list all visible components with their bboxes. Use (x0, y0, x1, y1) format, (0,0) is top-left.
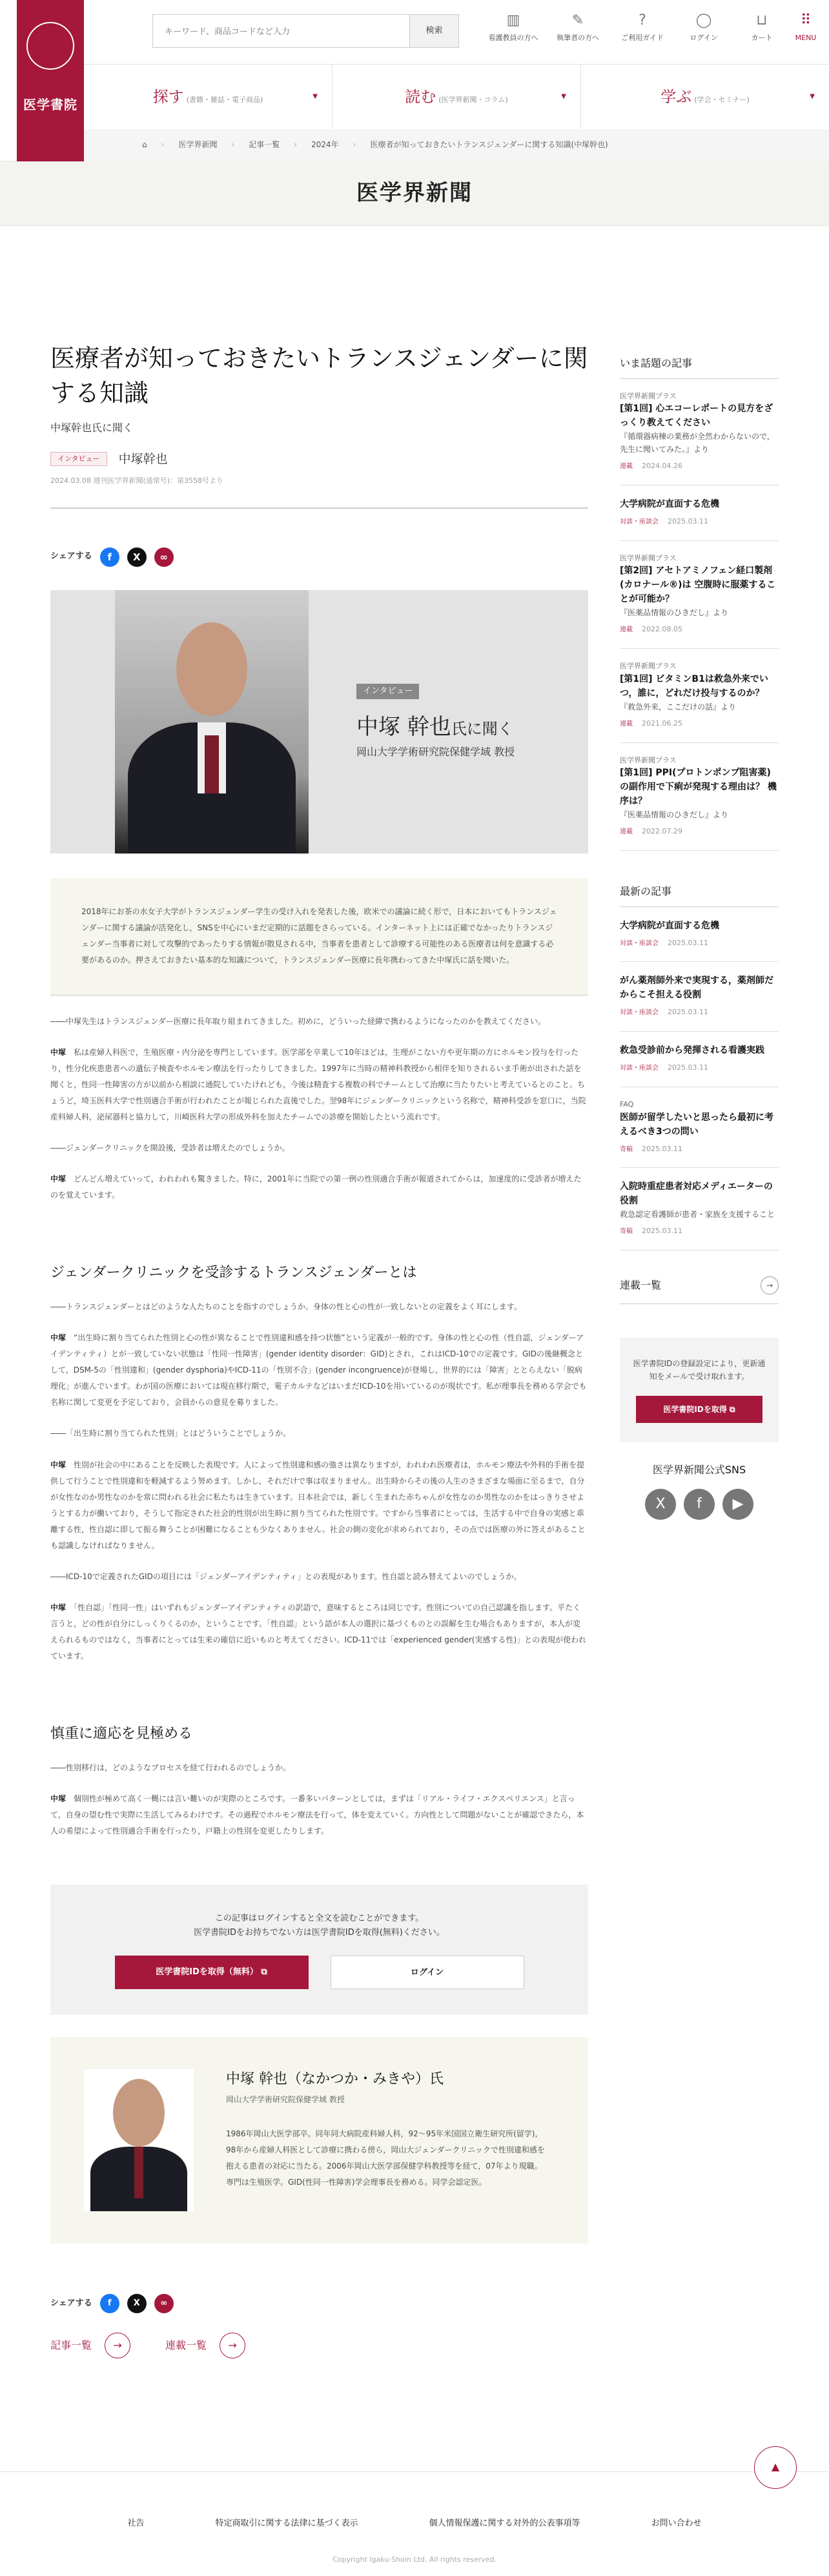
question: ――ICD-10で定義されたGIDの項目には「ジェンダーアイデンティティ」との表現があります。性自認と読み替えてよいのでしょうか。 (50, 1571, 522, 1581)
article-category: 連載 (620, 626, 633, 634)
share-bar (50, 547, 588, 567)
article-date: 2022.08.05 (642, 625, 682, 634)
breadcrumb-separator: › (353, 140, 356, 150)
answer (50, 1600, 588, 1664)
profile-role: 岡山大学学術研究院保健学域 教授 (226, 2095, 345, 2105)
section-heading: 慎重に適応を見極める (50, 1725, 193, 1742)
facebook-icon[interactable]: f (100, 2294, 119, 2313)
serial-label: 連載一覧 (620, 1279, 662, 1292)
footer-link[interactable]: 個人情報保護に関する対外的公表事項等 (429, 2519, 580, 2528)
gate-text: 医学書院IDをお持ちでない方は医学書院IDを取得(無料)ください。 (194, 1928, 445, 1938)
link-icon[interactable]: ∞ (154, 2294, 174, 2313)
lead-text: 2018年にお茶の水女子大学がトランスジェンダー学生の受け入れを発表した後，欧米での議論に続く形で，日本においてもトランスジェンダーに関する議論が活発化し，SNSを中心にいまだ定期的に話題をさらっている。インターネット上には正確でなかったりトランスジェンダー当事者に対して攻撃的であったりする情報が散見される中，当事者を患者として診療する可能性のある医療者は何を意識する必要があるのか。押さえておきたい基本的な知識について，トランスジェンダー医療に長年携わってきた中塚氏に話を聞いた。 (50, 878, 588, 996)
sidebar-article[interactable] (620, 649, 779, 742)
util-label: 執筆者の方へ (557, 34, 599, 42)
breadcrumb (84, 129, 829, 161)
article-title: 入院時重症患者対応メディエーターの役割 (620, 1181, 773, 1207)
sns-box (620, 1462, 779, 1520)
menu-button[interactable] (784, 10, 827, 52)
nav-sub-label: (学会・セミナー) (694, 96, 750, 104)
breadcrumb-separator: › (231, 140, 235, 150)
sidebar-article[interactable] (620, 1168, 779, 1251)
article-excerpt: 『救急外来，ここだけの話』より (620, 702, 737, 711)
speaker: 中塚 (50, 1174, 67, 1183)
copyright: Copyright Igaku-Shoin Ltd. All rights reserved. (333, 2555, 496, 2564)
article-date: 2025.03.11 (668, 1063, 708, 1072)
article-title: [第1回] 心エコーレポートの見方をざっくり教えてください (620, 404, 773, 429)
link-label: 連載一覧 (165, 2339, 207, 2352)
sidebar-article[interactable] (620, 743, 779, 851)
share-label: シェアする (50, 2298, 92, 2308)
nav-search[interactable] (84, 65, 333, 129)
login-button[interactable]: ログイン (331, 1956, 524, 1989)
arrow-right-icon: → (761, 1276, 779, 1294)
article-title: 大学病院が直面する危機 (620, 920, 719, 931)
home-icon[interactable]: ⌂ (142, 140, 147, 150)
article-meta: 2024.03.08 週刊医学界新聞(通常号)：第3558号より (50, 475, 588, 509)
sidebar-article[interactable] (620, 907, 779, 963)
content-wrap (0, 226, 829, 2471)
breadcrumb-item[interactable]: 2024年 (311, 140, 339, 150)
article-title: がん薬剤師外来で実現する，薬剤師だからこそ担える役割 (620, 976, 773, 1001)
answer-text: “出生時に割り当てられた性別と心の性が異なることで性別違和感を持つ状態”という定義が一般的です。身体の性と心の性（性自認，ジェンダーアイデンティティ）とが一致していない状態は「性同一性障害」(gender identity disorder：GID)とされ，これはICD-10での定義です。GIDの後継概念として，DSM-5の「性別違和」(gender dysphoria)やICD-11の「性別不合」(gender incongruence)が登場し，世界的には「障害」ととらえない「脱病理化」が進んでいます。わが国の医療においては現在移行期で，電子カルテなどはいまだICD-10を用いているのが現状です。私が理事長を務める学会でも名称に関して変更を予定しており，会員からの意見を募りました。 (50, 1333, 587, 1407)
brand-banner (0, 161, 829, 226)
author-profile (50, 2037, 588, 2244)
share-label: シェアする (50, 551, 92, 562)
section-heading: ジェンダークリニックを受診するトランスジェンダーとは (50, 1264, 417, 1281)
arrow-up-icon: ▲ (771, 2460, 780, 2473)
article-date: 2025.03.11 (642, 1144, 682, 1153)
answer-text: 「性自認」「性同一性」はいずれもジェンダーアイデンティティの訳語で，意味するところは同じです。性別についての自己認識を指します。平たく言うと，どの性が自分にしっくりくるのか，ということです。「性自認」という語が本人の選択に基づくものとの誤解を生む場合もありますが，本人が変えられるものではなく，当事者にとっては生来の確信に近いものと考えてください。ICD-11では「experienced gender(実感する性)」との表現が使われています。 (50, 1602, 587, 1661)
serial-list-link[interactable] (165, 2333, 245, 2358)
x-icon[interactable]: X (127, 2294, 147, 2313)
search-box (152, 14, 459, 48)
answer (50, 1791, 588, 1839)
popular-heading: いま話題の記事 (620, 355, 779, 379)
profile-name: 中塚 幹也（なかつか・みきや）氏 (226, 2071, 444, 2088)
hero-image (50, 590, 588, 854)
util-label: 看護教員の方へ (488, 34, 538, 42)
footer-link[interactable]: お問い合わせ (651, 2519, 702, 2528)
youtube-icon[interactable]: ▶ (722, 1489, 753, 1520)
external-link-icon: ⧉ (261, 1967, 267, 1978)
sns-label: 医学界新聞公式SNS (652, 1464, 746, 1477)
person-name: 中塚幹也 (118, 451, 168, 466)
util-label: ご利用ガイド (621, 34, 664, 42)
logo-emblem-icon (26, 22, 74, 70)
register-label: 医学書院IDを取得 (663, 1405, 727, 1415)
arrow-right-icon: → (105, 2333, 130, 2358)
answer (50, 1171, 588, 1203)
answer (50, 1045, 588, 1125)
util-authors[interactable] (549, 10, 607, 52)
breadcrumb-item[interactable]: 医学界新聞 (178, 140, 218, 150)
site-footer (0, 2460, 829, 2576)
site-header (0, 0, 829, 161)
global-nav (84, 65, 829, 129)
brand-title: 医学界新聞 (356, 180, 473, 207)
breadcrumb-separator: › (294, 140, 298, 150)
article-date: 2025.03.11 (668, 1008, 708, 1017)
article-date: 2025.03.11 (668, 516, 708, 526)
pen-icon: ✎ (571, 12, 584, 28)
nav-main-label: 探す (152, 88, 184, 106)
building-icon: ▥ (506, 12, 520, 28)
sidebar-article[interactable] (620, 1032, 779, 1087)
answer-text: どんどん増えていって，われわれも驚きました。特に，2001年に当院での第一例の性別適合手術が報道されてからは，加速度的に受診者が増えたのを覚えています。 (50, 1174, 582, 1200)
article-date: 2022.07.29 (642, 827, 682, 836)
x-icon[interactable]: X (127, 547, 147, 567)
article-date: 2024.04.26 (642, 462, 682, 471)
article-category: 連載 (620, 828, 633, 836)
sidebar-article[interactable] (620, 1087, 779, 1168)
question: ――「出生時に割り当てられた性別」とはどういうことでしょうか。 (50, 1429, 291, 1438)
question: ――中塚先生はトランスジェンダー医療に長年取り組まれてきました。初めに，どういった経緯で携わるようになったのかを教えてください。 (50, 1016, 546, 1026)
latest-heading: 最新の記事 (620, 883, 779, 907)
register-text: 医学書院IDの登録設定により，更新通知をメールで受け取れます。 (633, 1359, 766, 1382)
util-login[interactable] (678, 10, 730, 52)
arrow-right-icon: → (220, 2333, 245, 2358)
register-box (620, 1338, 779, 1442)
register-id-button[interactable] (636, 1396, 762, 1423)
article-category: 対談・座談会 (620, 518, 659, 526)
help-icon: ? (639, 12, 646, 28)
nav-learn[interactable] (581, 65, 829, 129)
article-kicker: 医学界新聞プラス (620, 553, 677, 562)
article-excerpt: 『医薬品情報のひきだし』より (620, 608, 729, 618)
article-kicker: 医学界新聞プラス (620, 662, 677, 671)
article-kicker: 医学界新聞プラス (620, 391, 677, 400)
nav-sub-label: (書籍・雑誌・電子商品) (186, 96, 263, 104)
article-tags (50, 449, 588, 469)
question: ――ジェンダークリニックを開設後，受診者は増えたのでしょうか。 (50, 1143, 290, 1152)
hero-name-suffix: 氏に聞く (451, 719, 513, 738)
profile-photo (84, 2069, 194, 2211)
nav-main-label: 読む (405, 88, 436, 106)
logo-text: 医学書院 (23, 97, 77, 112)
article-category: 寄稿 (620, 1228, 633, 1236)
answer-text: 個別性が極めて高く一概には言い難いのが実際のところです。一番多いパターンとしては，まずは「リアル・ライフ・エクスペリエンス」と言って，自身の望む性で実際に生活してみるわけです。その過程でホルモン療法を行って，体を変えていく。方向性として問題がないことが確認できたら，本人の希望によって性別適合手術を行ったり，戸籍上の性別を変更したりします。 (50, 1794, 584, 1836)
article (50, 341, 588, 2358)
facebook-icon[interactable]: f (684, 1489, 715, 1520)
article-excerpt: 救急認定看護師が患者・家族を支援すること (620, 1210, 775, 1220)
breadcrumb-separator: › (161, 140, 165, 150)
footer-link[interactable]: 社告 (127, 2519, 145, 2528)
article-date: 2025.03.11 (668, 938, 708, 947)
article-kicker: FAQ (620, 1099, 634, 1109)
category-badge[interactable]: インタビュー (50, 452, 107, 466)
util-label: MENU (795, 34, 817, 42)
latest-list (620, 907, 779, 1251)
register-id-button[interactable] (115, 1956, 309, 1989)
article-category: 対談・座談会 (620, 1009, 659, 1017)
answer-text: 私は産婦人科医で，生殖医療・内分泌を専門としています。医学部を卒業して10年ほどは，生理がこない方や更年期の方にホルモン投与を行ったり，性分化疾患患者への遺伝子検査やホルモン療法を行ったりしてきました。1997年に当時の精神科教授から相伴を知りされるいま手術が出された話を聞くと，性同一性障害の方が以前から相談に通院していたけれども，今後は精査する複数の科でチームとして治療に当たりたいと考えているとのこと。ちょうど，埼玉医科大学で性別適合手術が行われたことが報じられた直後でした。翌98年にジェンダークリニックという名称で，精神科受診を窓口に，当院産科婦人科，泌尿器科と協力して，川崎医科大学の形成外科を加えたチームでの診療を開始したという流れです。 (50, 1047, 586, 1121)
speaker: 中塚 (50, 1794, 67, 1804)
article-title: 救急受診前から発揮される看護実践 (620, 1045, 764, 1056)
util-label: カート (751, 34, 773, 42)
answer (50, 1330, 588, 1411)
hero-name-main: 中塚 幹也 (356, 713, 451, 740)
popular-list (620, 379, 779, 851)
sidebar-article[interactable] (620, 962, 779, 1032)
article-category: 連載 (620, 720, 633, 728)
util-label: ログイン (690, 34, 718, 42)
chevron-down-icon: ▼ (561, 93, 566, 100)
serial-list-link[interactable] (620, 1276, 779, 1304)
speaker: 中塚 (50, 1602, 67, 1612)
article-category: 対談・座談会 (620, 1065, 659, 1072)
speaker: 中塚 (50, 1047, 67, 1057)
sidebar-article[interactable] (620, 486, 779, 541)
facebook-icon[interactable]: f (100, 547, 119, 567)
article-title: [第1回] ビタミンB1は救急外来でいつ，誰に，どれだけ投与するのか？ (620, 673, 768, 699)
sidebar-article[interactable] (620, 379, 779, 486)
article-title: [第1回] PPI(プロトンポンプ阻害薬)の副作用で下痢が発現する理由は？ 機序は？ (620, 768, 777, 807)
article-title: 医師が留学したいと思ったら最初に考えるべき3つの問い (620, 1112, 773, 1137)
link-label: 記事一覧 (50, 2339, 92, 2352)
search-input[interactable] (153, 15, 424, 47)
answer-text: 性別が社会の中にあることを反映した表現です。人によって性別違和感の強さは異なりますが，われわれ医療者は，ホルモン療法や外科的手術を提供して行うことで性別違和を軽減するよう努めます。しかし，それだけで事は収まりません。出生時からその後の人生のさまざまな場面に至るまで，自分が女性なのか男性なのかを常に問われる社会に私たちは生きています。日本社会では，新しく生まれた赤ちゃんが女性なのか男性なのかをはっきりさせようとする力が働いており，そうして指定された社会的性別が出生時に割り当てられた性別です。ですから当事者にとっては，生活する中で自身の実感と乖離する性，性自認に即して振る舞うことが困難になることも少なくありません。社会の側の変化が求められており，その点では医療の外に答えがあることも認識しなければなりません。 (50, 1460, 586, 1550)
x-icon[interactable]: X (645, 1489, 676, 1520)
gate-text: この記事はログインすると全文を読むことができます。 (214, 1914, 424, 1924)
sidebar-article[interactable] (620, 541, 779, 649)
nav-read[interactable] (333, 65, 581, 129)
chevron-down-icon: ▼ (810, 93, 815, 100)
util-cart[interactable] (736, 10, 788, 52)
chevron-down-icon: ▼ (312, 93, 318, 100)
question: ――性別移行は，どのようなプロセスを経て行われるのでしょうか。 (50, 1763, 291, 1772)
article-excerpt: 『循環器病棟の業務が全然わからないので，先生に聞いてみた。』より (620, 432, 775, 455)
answer (50, 1457, 588, 1554)
link-icon[interactable]: ∞ (154, 547, 174, 567)
question: ――トランスジェンダーとはどのような人たちのことを指すのでしょうか。身体の性と心の性が一致しないとの定義をよく耳にします。 (50, 1302, 522, 1312)
logo[interactable] (17, 0, 84, 161)
article-date: 2025.03.11 (642, 1227, 682, 1236)
article-title: 大学病院が直面する危機 (620, 498, 719, 509)
footer-links (0, 2472, 829, 2531)
profile-bio: 1986年岡山大医学部卒。同年同大病院産科婦人科，92〜95年米国国立衛生研究所(留学)，98年から産婦人科医として診療に携わる傍ら，岡山大ジェンダークリニックで性別違和感を抱える患者の対応に当たる。2006年岡山大医学部保健学科教授等を経て，07年より現職。専門は生殖医学。GID(性同一性障害)学会理事長を務める。同学会認定医。 (226, 2129, 545, 2187)
hero-name (356, 710, 513, 744)
share-bar-bottom (50, 2294, 588, 2313)
back-to-top-button[interactable] (754, 2446, 797, 2489)
login-gate (50, 1885, 588, 2015)
article-title: [第2回] アセトアミノフェン経口製剤(カロナール®)は 空腹時に服薬することが可能か？ (620, 566, 776, 605)
menu-icon: ⠿ (800, 12, 812, 28)
sidebar (620, 355, 779, 1520)
article-list-link[interactable] (50, 2333, 130, 2358)
speaker: 中塚 (50, 1333, 67, 1343)
article-kicker: 医学界新聞プラス (620, 755, 677, 764)
nav-main-label: 学ぶ (660, 88, 692, 106)
search-button[interactable]: 検索 (409, 15, 458, 47)
cart-icon: ⊔ (756, 12, 768, 28)
breadcrumb-current: 医療者が知っておきたいトランスジェンダーに関する知識(中塚幹也) (370, 140, 608, 150)
external-link-icon: ⧉ (730, 1405, 735, 1415)
article-category: 寄稿 (620, 1145, 633, 1153)
user-icon: ◯ (695, 12, 712, 28)
bottom-links (50, 2333, 588, 2358)
header-top (84, 0, 829, 65)
article-subtitle: 中塚幹也氏に聞く (50, 422, 134, 434)
util-guide[interactable] (613, 10, 671, 52)
speaker: 中塚 (50, 1460, 67, 1469)
register-label: 医学書院IDを取得（無料） (156, 1967, 258, 1978)
article-title: 医療者が知っておきたいトランスジェンダーに関する知識 (50, 344, 588, 407)
util-nurse-teachers[interactable] (484, 10, 542, 52)
hero-role: 岡山大学学術研究院保健学域 教授 (356, 745, 515, 758)
portrait-photo (115, 590, 309, 854)
article-date: 2021.06.25 (642, 719, 682, 728)
article-category: 連載 (620, 463, 633, 471)
hero-badge: インタビュー (356, 684, 419, 699)
article-category: 対談・座談会 (620, 939, 659, 947)
article-excerpt: 『医薬品情報のひきだし』より (620, 810, 729, 820)
nav-sub-label: (医学界新聞・コラム) (438, 96, 508, 104)
breadcrumb-item[interactable]: 記事一覧 (249, 140, 280, 150)
footer-link[interactable]: 特定商取引に関する法律に基づく表示 (215, 2519, 358, 2528)
